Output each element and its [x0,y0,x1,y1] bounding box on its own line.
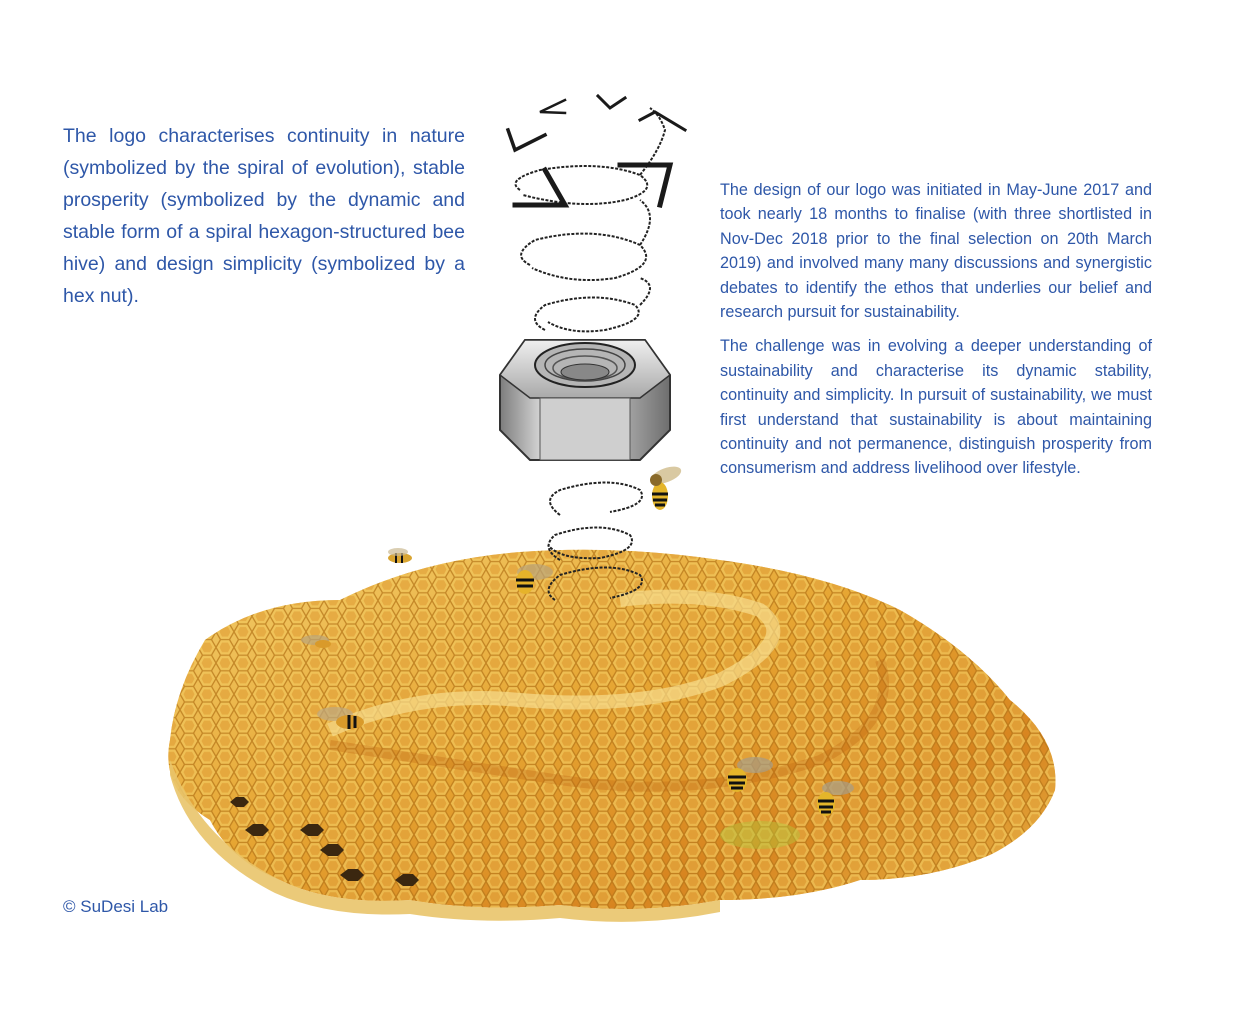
history-paragraph-2: The challenge was in evolving a deeper understanding of sustainability and characterise its dynamic stability, continuity and simplicity. In pursuit of sustainability, we must first understand that sustainability is about maintaining continuity and not permanence, distinguish prosperity from consumerism and address livelihood over lifestyle. [720,337,1152,478]
logo-description-left: The logo characterises continuity in nature (symbolized by the spiral of evolution), stable prosperity (symbolized by the dynamic and stable form of a spiral hexagon-structured bee hive) and design simplicity (symbolized by a hex nut). [63,125,465,307]
hex-nut-icon [500,340,670,460]
spiral-arrows [508,96,685,205]
history-paragraph-1: The design of our logo was initiated in May-June 2017 and took nearly 18 months to finalise (with three shortlisted in Nov-Dec 2018 prior to the final selection on 20th March 2019) and involved many many discussions and synergistic debates to identify the ethos that underlies our belief and research pursuit for sustainability. [720,181,1152,322]
bee-icon [649,463,684,510]
bee-icon [388,548,412,563]
honeycomb-hive [168,550,1055,922]
logo-history-right [720,178,1152,491]
copyright-notice: © SuDesi Lab [63,897,169,916]
